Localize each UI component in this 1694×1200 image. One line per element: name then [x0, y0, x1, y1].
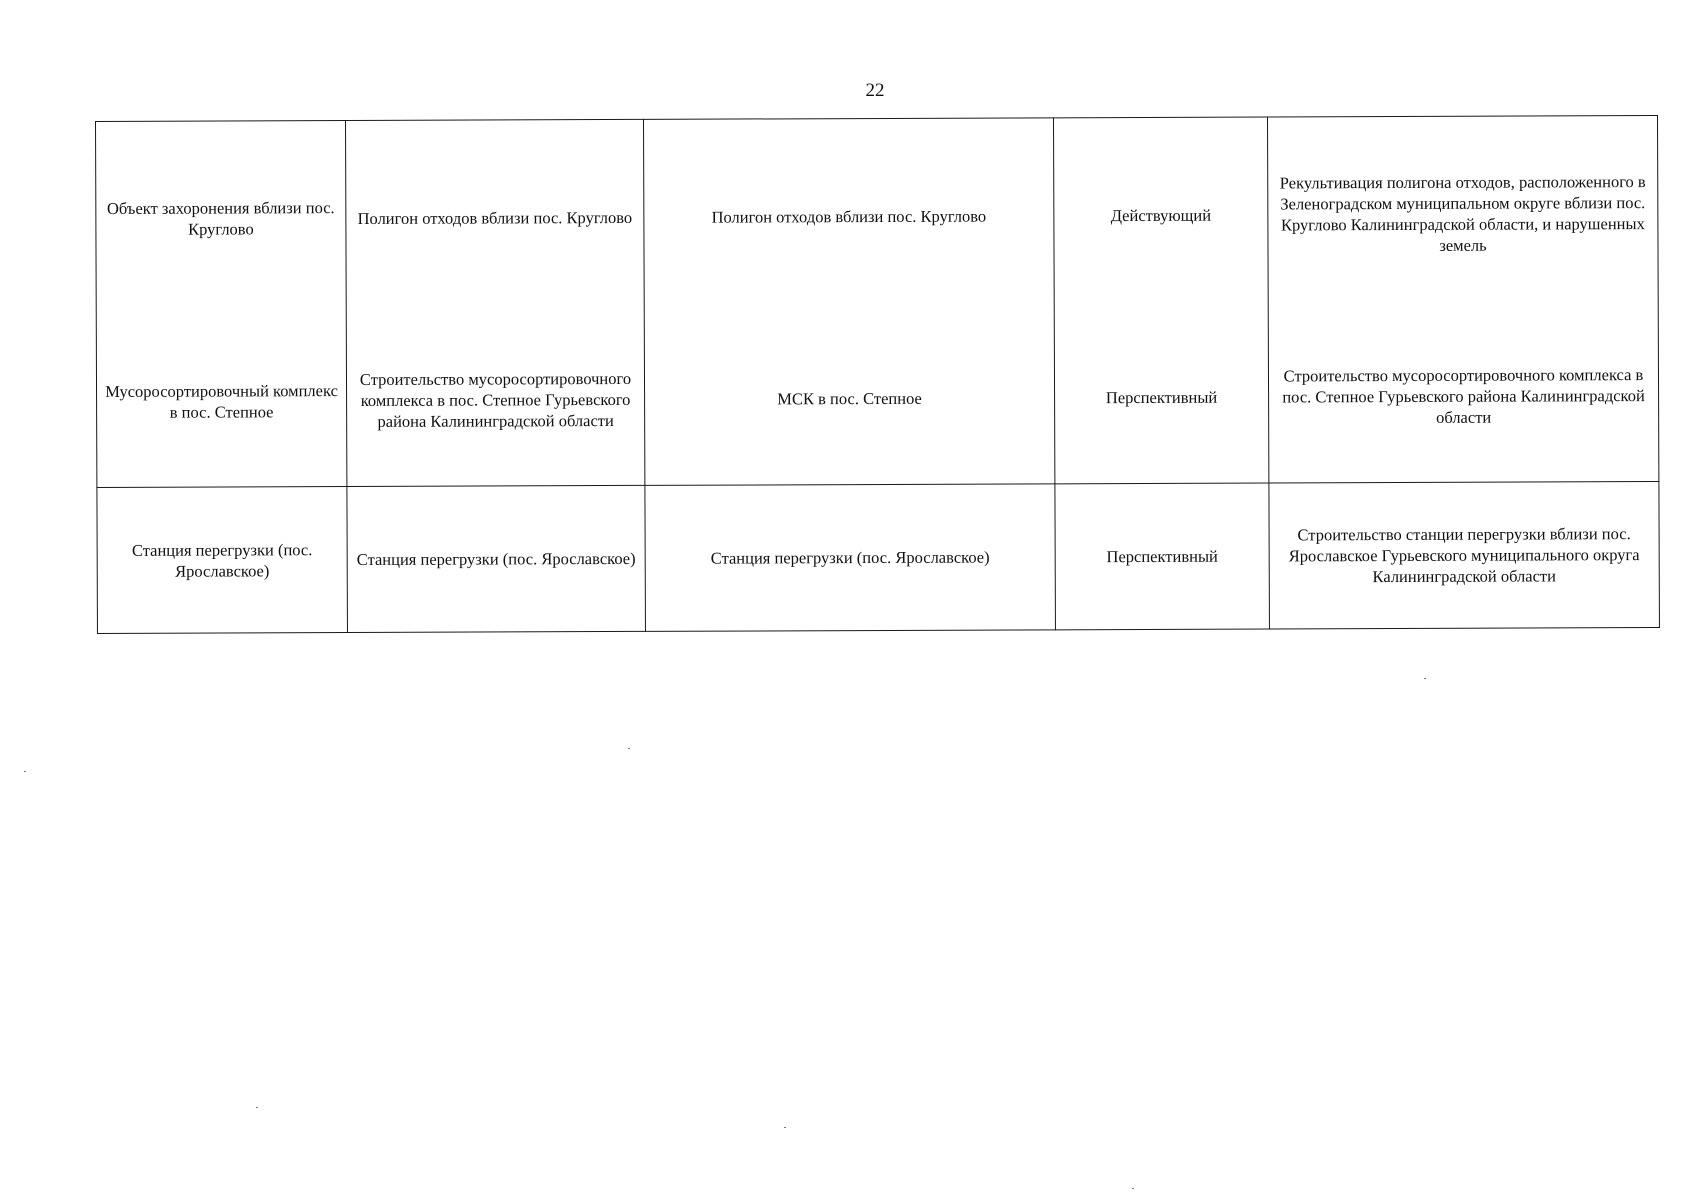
short-name-cell: Полигон отходов вблизи пос. Круглово — [643, 118, 1054, 315]
project-cell: Полигон отходов вблизи пос. Круглово — [346, 119, 645, 315]
scan-speck — [1132, 1188, 1134, 1189]
project-cell: Станция перегрузки (пос. Ярославское) — [347, 485, 646, 632]
status-cell: Действующий — [1053, 117, 1268, 313]
table-row — [97, 481, 1660, 633]
status-cell: Перспективный — [1054, 312, 1269, 484]
table-row — [96, 116, 1659, 317]
page-number: 22 — [865, 80, 885, 101]
table-row — [96, 310, 1659, 487]
scan-speck — [256, 1107, 258, 1108]
object-cell: Объект захоронения вблизи пос. Круглово — [96, 121, 347, 317]
scan-speck — [24, 771, 26, 772]
project-cell: Строительство мусоросортировочного комплекса в пос. Степное Гурьевского района Калининградской области — [346, 314, 645, 486]
short-name-cell: Станция перегрузки (пос. Ярославское) — [645, 484, 1056, 632]
scan-speck — [628, 748, 630, 749]
object-cell: Мусоросортировочный комплекс в пос. Степное — [96, 316, 347, 488]
measure-cell: Рекультивация полигона отходов, расположенного в Зеленоградском муниципальном округе вблизи пос. Круглово Калининградской области, и нарушенных земель — [1267, 116, 1658, 312]
short-name-cell: МСК в пос. Степное — [644, 313, 1055, 486]
measure-cell: Строительство станции перегрузки вблизи пос. Ярославское Гурьевского муниципального округа Калининградской области — [1269, 481, 1660, 628]
scan-speck — [1424, 678, 1426, 679]
facilities-table — [95, 115, 1660, 634]
measure-cell: Строительство мусоросортировочного комплекса в пос. Степное Гурьевского района Калининградской области — [1268, 310, 1659, 482]
object-cell: Станция перегрузки (пос. Ярославское) — [97, 487, 348, 634]
scan-speck — [784, 1127, 786, 1128]
status-cell: Перспективный — [1055, 483, 1270, 630]
